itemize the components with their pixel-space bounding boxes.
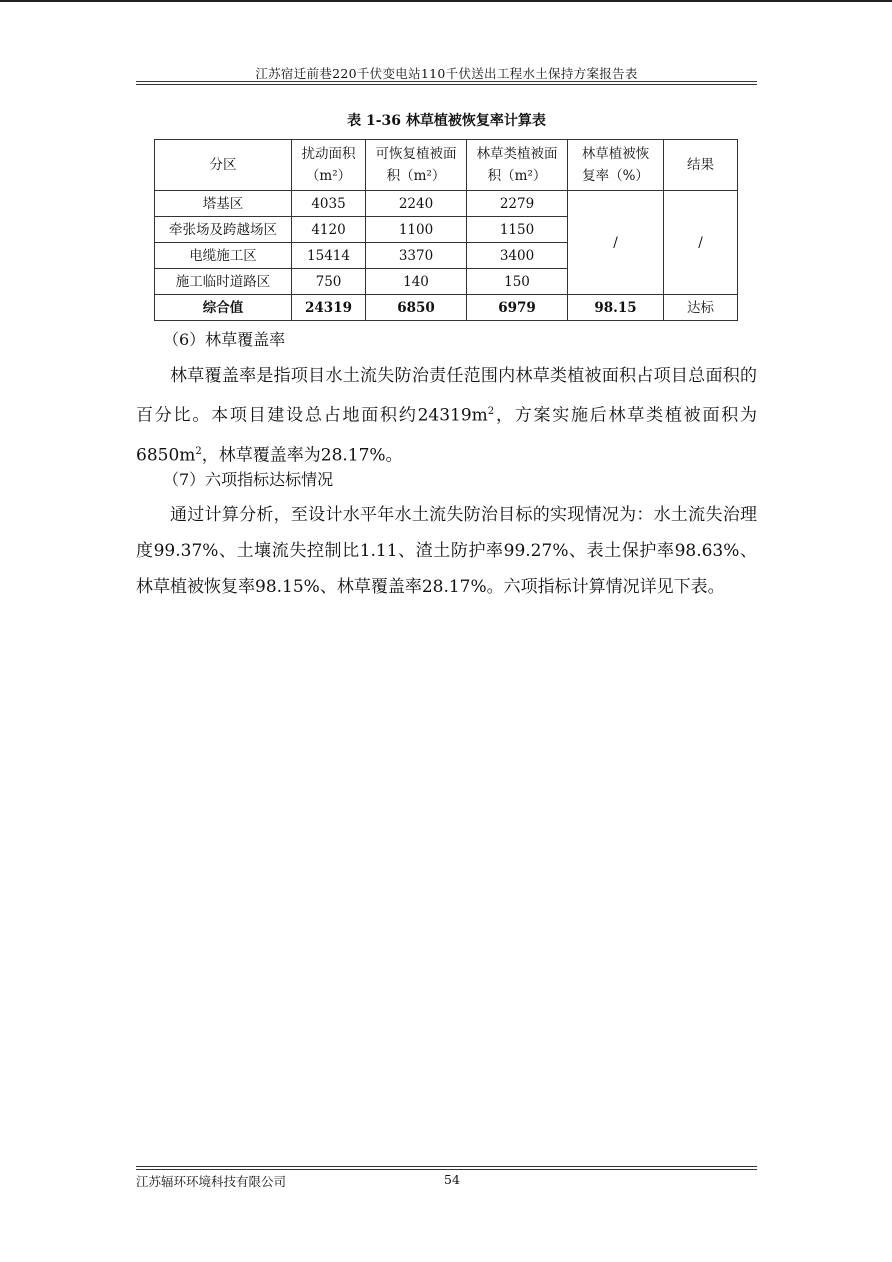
section-heading-six-indicators: （7）六项指标达标情况: [163, 470, 334, 489]
cell-disturbed-area: 4035: [292, 191, 366, 217]
header-cell-result: 结果: [664, 140, 738, 191]
cell-recoverable-area: 1100: [366, 217, 467, 243]
table-total-row: [155, 295, 738, 321]
cell-merged-result: /: [664, 191, 738, 295]
cell-merged-rate: /: [568, 191, 664, 295]
header-cell-recovery-rate: 林草植被恢 复率（%）: [568, 140, 664, 191]
cell-recoverable-area: 3370: [366, 243, 467, 269]
footer-rule-top: [136, 1166, 757, 1167]
cell-recoverable-area: 140: [366, 269, 467, 295]
cell-disturbed-area: 4120: [292, 217, 366, 243]
cell-recoverable-area: 2240: [366, 191, 467, 217]
footer-company: 江苏辐环环境科技有限公司: [136, 1174, 287, 1189]
cell-vegetation-area: 150: [467, 269, 568, 295]
cell-zone: 牵张场及跨越场区: [155, 217, 292, 243]
cell-vegetation-area: 2279: [467, 191, 568, 217]
page-top-border: [0, 0, 892, 2]
cell-vegetation-area: 3400: [467, 243, 568, 269]
cell-disturbed-area: 750: [292, 269, 366, 295]
cell-total-disturbed-area: 24319: [292, 295, 366, 321]
header-cell-vegetation-area: 林草类植被面 积（m²）: [467, 140, 568, 191]
section-heading-coverage: （6）林草覆盖率: [163, 330, 286, 349]
header-cell-recoverable-area: 可恢复植被面 积（m²）: [366, 140, 467, 191]
header-cell-zone: 分区: [155, 140, 292, 191]
footer-rule-bottom: [136, 1169, 757, 1170]
cell-zone: 施工临时道路区: [155, 269, 292, 295]
recovery-rate-table: [154, 139, 738, 321]
cell-zone: 电缆施工区: [155, 243, 292, 269]
header-rule-top: [136, 81, 757, 82]
header-cell-disturbed-area: 扰动面积 （m²）: [292, 140, 366, 191]
cell-total-result: 达标: [664, 295, 738, 321]
page-number: 54: [444, 1172, 460, 1187]
cell-total-vegetation-area: 6979: [467, 295, 568, 321]
table-caption: 表 1-36 林草植被恢复率计算表: [347, 113, 546, 129]
cell-disturbed-area: 15414: [292, 243, 366, 269]
running-header: 江苏宿迁前巷220千伏变电站110千伏送出工程水土保持方案报告表: [255, 66, 638, 81]
cell-total-recovery-rate: 98.15: [568, 295, 664, 321]
header-rule-bottom: [136, 84, 757, 85]
cell-total-recoverable-area: 6850: [366, 295, 467, 321]
table-header-row: [155, 140, 738, 191]
cell-total-label: 综合值: [155, 295, 292, 321]
cell-zone: 塔基区: [155, 191, 292, 217]
paragraph-coverage: 林草覆盖率是指项目水土流失防治责任范围内林草类植被面积占项目总面积的百分比。本项目建设总占地面积约$24319m^2$，方案实施后林草类植被面积为$6850m^2$，林草覆盖率为28.17%。: [136, 366, 757, 466]
table-row: [155, 191, 738, 217]
paragraph-six-indicators: 通过计算分析，至设计水平年水土流失防治目标的实现情况为：水土流失治理度99.37%、土壤流失控制比1.11、渣土防护率99.27%、表土保护率98.63%、林草植被恢复率98.15%、林草覆盖率28.17%。六项指标计算情况详见下表。: [136, 505, 757, 597]
cell-vegetation-area: 1150: [467, 217, 568, 243]
